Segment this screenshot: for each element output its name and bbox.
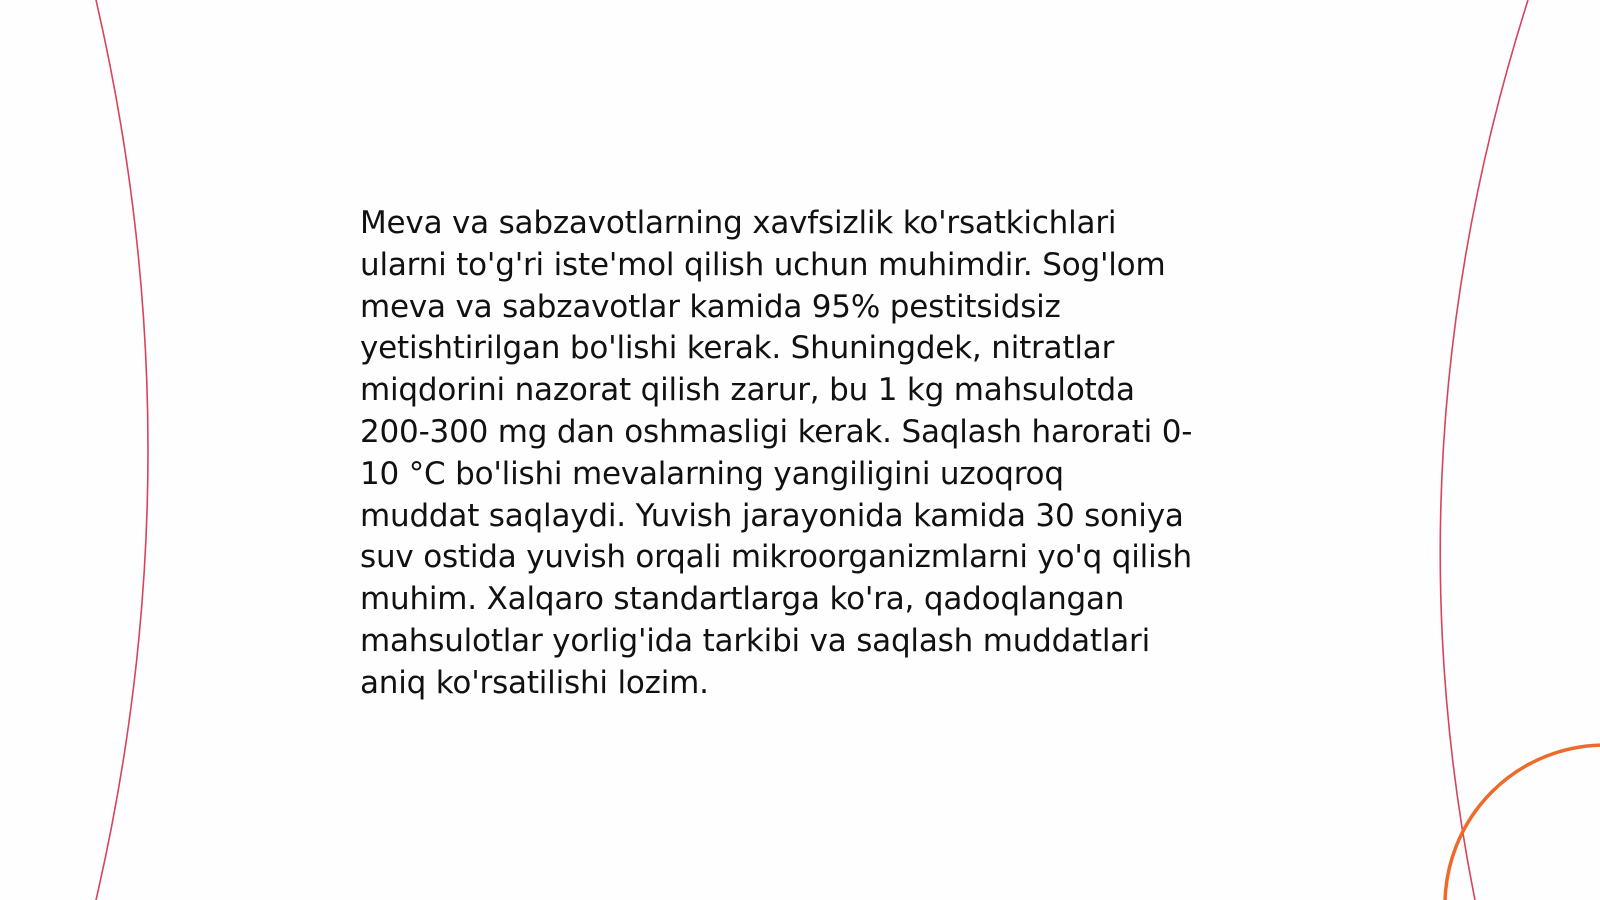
left-curve-line	[96, 0, 148, 900]
orange-ring-decoration	[1445, 745, 1600, 900]
body-paragraph: Meva va sabzavotlarning xavfsizlik ko'rsatkichlari ularni to'g'ri iste'mol qilish uchun muhimdir. Sog'lom meva va sabzavotlar kamida 95% pestitsidsiz yetishtirilgan bo'lishi kerak. Shuningdek, nitratlar miqdorini nazorat qilish zarur, bu 1 kg mahsulotda 200-300 mg dan oshmasligi kerak. Saqlash harorati 0- 10 °C bo'lishi mevalarning yangiligini uzoqroq muddat saqlaydi. Yuvish jarayonida kamida 30 soniya suv ostida yuvish orqali mikroorganizmlarni yo'q qilish muhim. Xalqaro standartlarga ko'ra, qadoqlangan mahsulotlar yorlig'ida tarkibi va saqlash muddatlari aniq ko'rsatilishi lozim.	[360, 205, 1193, 701]
right-curve-line	[1440, 0, 1528, 900]
